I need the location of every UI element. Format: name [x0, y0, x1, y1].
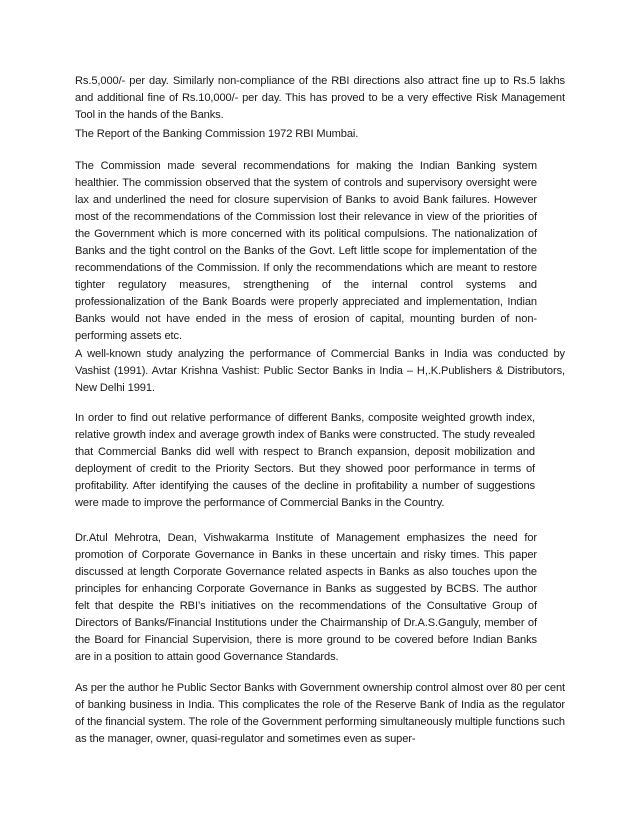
paragraph-relative-performance: In order to find out relative performance of different Banks, composite weighted growth index, relative growth index and average growth index of Banks were constructed. The study revealed that Commercial Banks did well with respect to Branch expansion, deposit mobilization and deployment of credit to the Priority Sectors. But they showed poor performance in terms of profitability. After identifying the causes of the decline in profitability a number of suggestions were made to improve the performance of Commercial Banks in the Country. [75, 412, 535, 509]
paragraph-vashist-study: A well-known study analyzing the performance of Commercial Banks in India was conducted by Vashist (1991). Avtar Krishna Vashist: Public Sector Banks in India – H,.K.Publishers & Distributors, New Delhi 1991. [75, 348, 565, 394]
paragraph-rbi-fines: Rs.5,000/- per day. Similarly non-compliance of the RBI directions also attract fine up to Rs.5 lakhs and additional fine of Rs.10,000/- per day. This has proved to be a very effective Risk Management Tool in the hands of the Banks. [75, 75, 565, 121]
paragraph-mehrotra: Dr.Atul Mehrotra, Dean, Vishwakarma Institute of Management emphasizes the need for promotion of Corporate Governance in Banks in these uncertain and risky times. This paper discussed at length Corporate Governance related aspects in Banks as also touches upon the principles for enhancing Corporate Governance in Banks as suggested by BCBS. The author felt that despite the RBI’s initiatives on the recommendations of the Consultative Group of Directors of Banks/Financial Institutions under the Chairmanship of Dr.A.S.Ganguly, member of the Board for Financial Supervision, there is more ground to be covered before Indian Banks are in a position to attain good Governance Standards. [75, 532, 537, 663]
paragraph-public-sector-banks: As per the author he Public Sector Banks with Government ownership control almost over 80 per cent of banking business in India. This complicates the role of the Reserve Bank of India as the regulator of the financial system. The role of the Government performing simultaneously multiple functions such as the manager, owner, quasi-regulator and sometimes even as super- [75, 682, 565, 745]
paragraph-commission: The Commission made several recommendations for making the Indian Banking system healthier. The commission observed that the system of controls and supervisory oversight were lax and underlined the need for closure supervision of Banks to avoid Bank failures. However most of the recommendations of the Commission lost their relevance in view of the priorities of the Government which is more concerned with its political compulsions. The nationalization of Banks and the tight control on the Banks of the Govt. Left little scope for implementation of the recommendations of the Commission. If only the recommendations which are meant to restore tighter regulatory measures, strengthening of the internal control systems and professionalization of the Bank Boards were properly appreciated and implementation, Indian Banks would not have ended in the mess of erosion of capital, mounting burden of non-performing assets etc. [75, 160, 537, 342]
paragraph-report-heading: The Report of the Banking Commission 1972 RBI Mumbai. [75, 128, 359, 140]
